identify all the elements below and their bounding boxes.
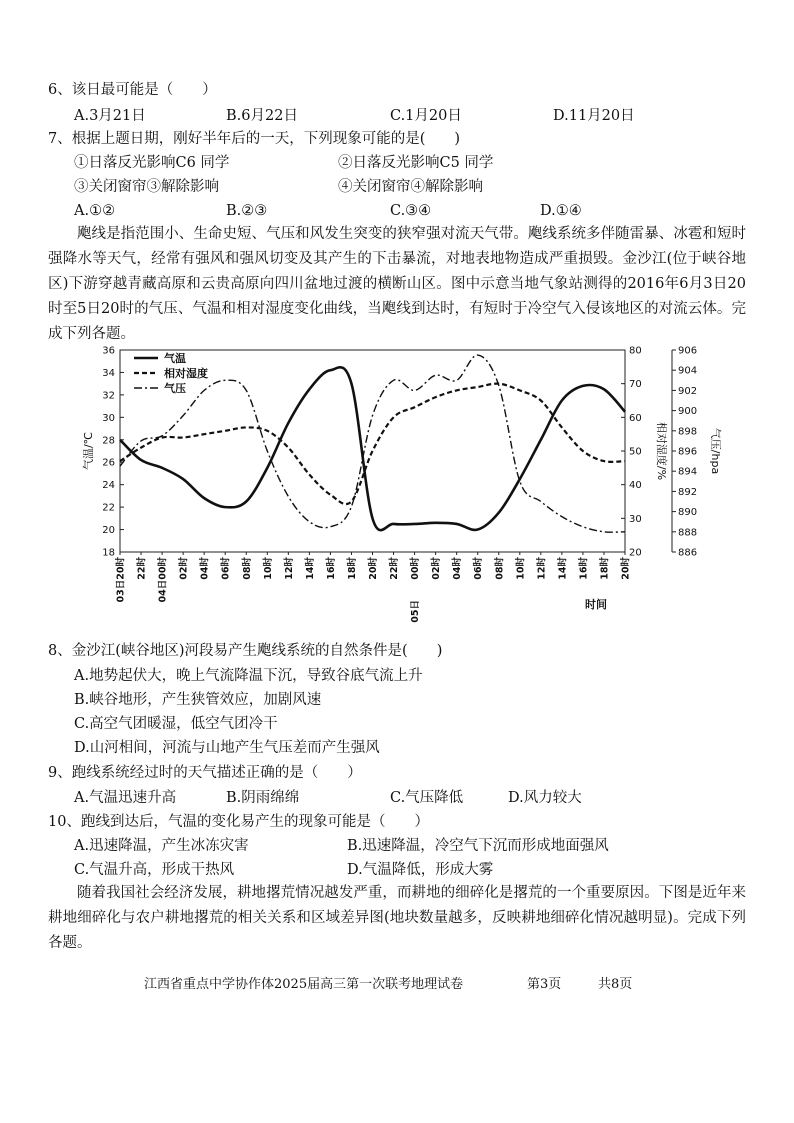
legend-label-temperature: 气温 (164, 352, 186, 365)
x-axis-tick-label: 08时 (494, 557, 506, 580)
series-line-humidity (120, 384, 625, 505)
q10-stem: 10、跑线到达后，气温的变化易产生的现象可能是（ ） (48, 814, 429, 830)
q8-option-c: C.高空气团暖湿，低空气团冷干 (74, 716, 278, 732)
q7-option-c: C.③④ (390, 203, 432, 219)
squall-line-passage: 飑线是指范围小、生命史短、气压和风发生突变的狭窄强对流天气带。飑线系统多伴随雷暴、冰雹和短时强降水等天气，经常有强风和强风切变及其产生的下击暴流，对地表地物造成严重损毁。金沙江(位于峡谷地区)下游穿越青藏高原和云贵高原向四川盆地过渡的横断山区。图中示意当地气象站测得的2016年6月3日20时至5日20时的气压、气温和相对湿度变化曲线，当飑线到达时，有短时于冷空气入侵该地区的对流云体。完成下列各题。 (48, 226, 746, 342)
left-axis-tick-label: 18 (102, 547, 115, 559)
pressure-axis-tick-label: 896 (678, 446, 698, 458)
q10-option-c: C.气温升高，形成干热风 (74, 862, 235, 878)
q7-stem: 7、根据上题日期，刚好半年后的一天，下列现象可能的是( ) (48, 131, 461, 147)
left-axis-tick-label: 26 (102, 457, 115, 469)
x-axis-tick-label: 04时 (199, 557, 211, 580)
q10-option-d: D.气温降低，形成大雾 (347, 862, 494, 878)
x-axis-tick-label: 16时 (578, 557, 590, 580)
left-axis-tick-label: 32 (102, 390, 115, 402)
x-axis-tick-label: 06时 (473, 557, 485, 580)
q8-option-a: A.地势起伏大，晚上气流降温下沉，导致谷底气流上升 (74, 668, 423, 684)
x-axis-tick-label: 08时 (241, 557, 253, 580)
farmland-passage: 随着我国社会经济发展，耕地撂荒情况越发严重，而耕地的细碎化是撂荒的一个重要原因。下图是近年来耕地细碎化与农户耕地撂荒的相关关系和区域差异图(地块数量越多，反映耕地细碎化情况越明显)。完成下列各题。 (48, 885, 746, 951)
humidity-axis-label: 相对湿度/% (655, 421, 668, 481)
x-axis-tick-label: 10时 (515, 557, 527, 580)
footer-page: 第3页 (527, 977, 562, 992)
humidity-axis-tick-label: 40 (629, 480, 642, 492)
humidity-axis-tick-label: 80 (629, 345, 642, 357)
pressure-axis-tick-label: 890 (678, 507, 698, 519)
pressure-axis-tick-label: 900 (678, 406, 698, 418)
x-axis-tick-label: 02时 (431, 557, 443, 580)
q10-option-a: A.迅速降温，产生冰冻灾害 (74, 838, 249, 854)
x-axis-tick-label: 22时 (136, 557, 148, 580)
humidity-axis-tick-label: 30 (629, 513, 642, 525)
q9-stem: 9、跑线系统经过时的天气描述正确的是（ ） (48, 765, 362, 781)
pressure-axis-tick-label: 894 (678, 466, 698, 478)
q7-item-1: ①日落反光影响C6 同学 (74, 155, 230, 171)
q10-option-b: B.迅速降温，冷空气下沉而形成地面强风 (347, 838, 609, 854)
pressure-axis-tick-label: 886 (678, 547, 698, 559)
left-axis-tick-label: 34 (102, 367, 115, 379)
x-axis-tick-label: 18时 (346, 557, 358, 580)
pressure-axis-tick-label: 888 (678, 527, 698, 539)
x-axis-tick-label: 04时 (452, 557, 464, 580)
x-axis-tick-label: 10时 (262, 557, 274, 580)
pressure-axis-tick-label: 898 (678, 426, 698, 438)
x-axis-tick-label: 20时 (620, 557, 632, 580)
left-axis-tick-label: 20 (102, 525, 115, 537)
pressure-axis-tick-label: 906 (678, 345, 698, 357)
q8-option-b: B.峡谷地形，产生狭管效应，加剧风速 (74, 692, 322, 708)
pressure-axis-tick-label: 892 (678, 486, 698, 498)
q7-item-3: ③关闭窗帘③解除影响 (74, 179, 219, 195)
q9-option-a: A.气温迅速升高 (74, 790, 177, 806)
q6-option-b: B.6月22日 (226, 108, 298, 124)
q9-option-c: C.气压降低 (390, 790, 464, 806)
q7-option-a: A.①② (74, 203, 116, 219)
humidity-axis-tick-label: 70 (629, 379, 642, 391)
left-axis-tick-label: 30 (102, 412, 115, 424)
pressure-axis-tick-label: 904 (678, 365, 698, 377)
left-axis-label: 气温/℃ (82, 431, 95, 471)
q9-option-d: D.风力较大 (508, 790, 582, 806)
series-line-pressure (120, 355, 625, 532)
footer-total: 共8页 (598, 977, 633, 992)
weather-curve-chart (80, 338, 720, 623)
q7-option-b: B.②③ (226, 203, 268, 219)
q7-item-4: ④关闭窗帘④解除影响 (338, 179, 483, 195)
x-axis-tick-label: 14时 (304, 557, 316, 580)
x-axis-tick-label: 02时 (178, 557, 190, 580)
left-axis-tick-label: 24 (102, 480, 115, 492)
q7-option-d: D.①④ (540, 203, 582, 219)
x-axis-tick-label: 00时 (410, 557, 422, 580)
q9-option-b: B.阴雨绵绵 (226, 790, 300, 806)
x-axis-tick-label: 16时 (325, 557, 337, 580)
x-axis-tick-label: 06时 (220, 557, 232, 580)
left-axis-tick-label: 22 (102, 502, 115, 514)
q6-option-c: C.1月20日 (390, 108, 462, 124)
q6-option-d: D.11月20日 (553, 108, 635, 124)
q7-item-2: ②日落反光影响C5 同学 (338, 155, 494, 171)
x-axis-tick-label: 14时 (557, 557, 569, 580)
q6-stem: 6、该日最可能是（ ） (48, 82, 217, 98)
pressure-axis-label: 气压/hpa (709, 427, 722, 475)
q8-option-d: D.山河相间，河流与山地产生气压差而产生强风 (74, 740, 380, 756)
x-axis-tick-label: 12时 (536, 557, 548, 580)
humidity-axis-tick-label: 50 (629, 446, 642, 458)
left-axis-tick-label: 36 (102, 345, 115, 357)
series-line-temperature (120, 367, 625, 530)
humidity-axis-tick-label: 20 (629, 547, 642, 559)
chart-series-group (120, 355, 625, 532)
chart-legend (134, 351, 208, 395)
humidity-axis-tick-label: 60 (629, 412, 642, 424)
legend-label-pressure: 气压 (164, 382, 186, 395)
left-axis-tick-label: 28 (102, 435, 115, 447)
x-axis-day-label: 05日 (410, 600, 422, 623)
x-axis-tick-label: 04日00时 (157, 557, 169, 603)
x-axis-tick-label: 20时 (368, 557, 379, 580)
x-axis-tick-label: 18时 (599, 557, 611, 580)
q6-option-a: A.3月21日 (74, 108, 146, 124)
q8-stem: 8、金沙江(峡谷地区)河段易产生飑线系统的自然条件是( ) (48, 643, 443, 659)
x-axis-tick-label: 03日20时 (115, 557, 127, 603)
legend-label-humidity: 相对湿度 (164, 367, 208, 380)
footer-title: 江西省重点中学协作体2025届高三第一次联考地理试卷 (144, 977, 464, 992)
x-axis-title: 时间 (585, 598, 607, 611)
x-axis-tick-label: 22时 (389, 557, 401, 580)
pressure-axis-tick-label: 902 (678, 385, 698, 397)
x-axis-tick-label: 12时 (283, 557, 295, 580)
